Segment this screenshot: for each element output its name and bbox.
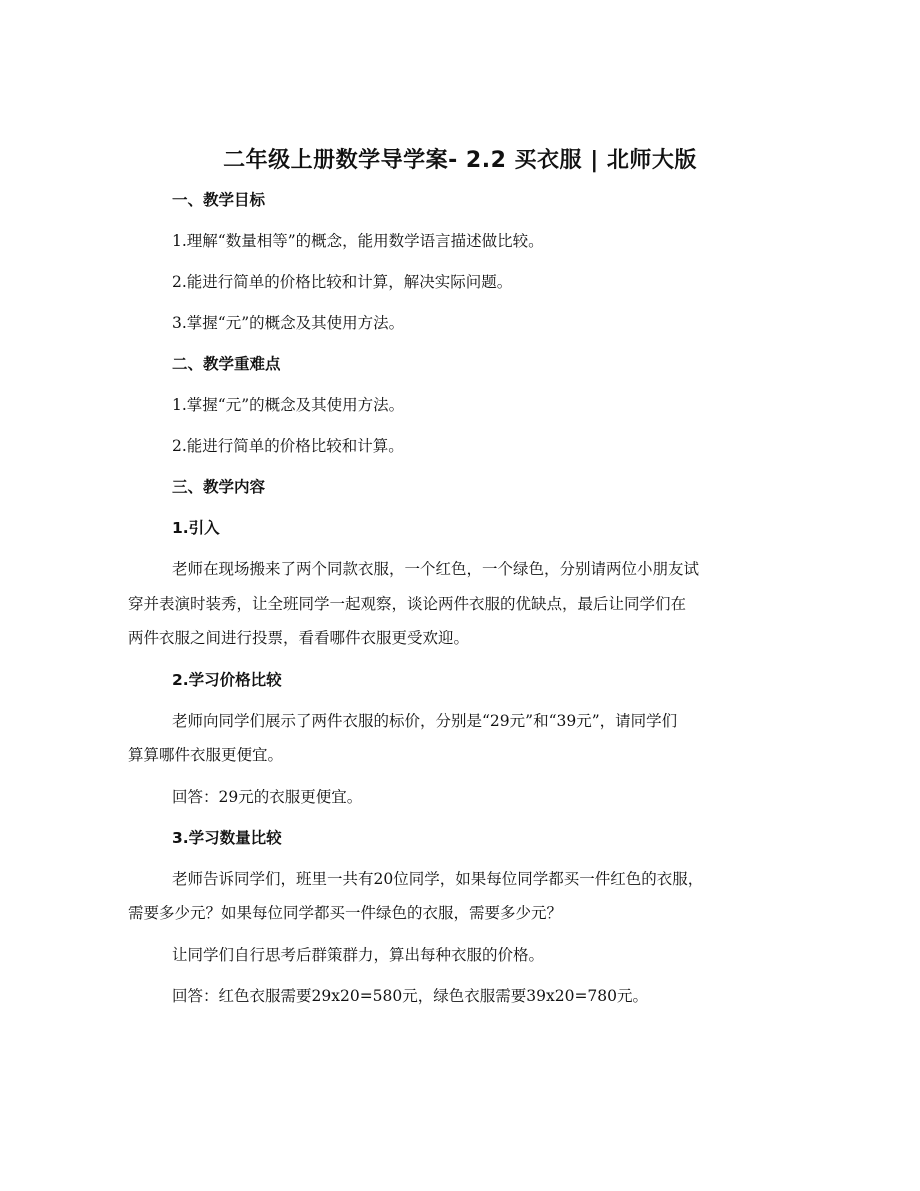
quantity-line-2: 需要多少元？如果每位同学都买一件绿色的衣服，需要多少元？ xyxy=(128,904,563,922)
quantity-paragraph xyxy=(128,862,758,931)
key-point-item-1: 1.掌握“元”的概念及其使用方法。 xyxy=(172,396,405,414)
key-point-item-2: 2.能进行简单的价格比较和计算。 xyxy=(172,437,404,455)
quantity-answer: 回答：红色衣服需要29x20=580元，绿色衣服需要39x20=780元。 xyxy=(172,986,649,1005)
intro-line-2: 穿并表演时装秀，让全班同学一起观察，谈论两件衣服的优缺点，最后让同学们在 xyxy=(128,594,687,613)
subheading-price-comparison: 2.学习价格比较 xyxy=(172,670,282,689)
section-heading-objectives: 一、教学目标 xyxy=(172,191,266,209)
section-heading-key-points: 二、教学重难点 xyxy=(172,355,281,373)
intro-line-3: 两件衣服之间进行投票，看看哪件衣服更受欢迎。 xyxy=(128,629,470,647)
price-line-1: 老师向同学们展示了两件衣服的标价，分别是“29元”和“39元”，请同学们 xyxy=(172,711,678,730)
objective-item-2: 2.能进行简单的价格比较和计算，解决实际问题。 xyxy=(172,273,513,291)
document-body xyxy=(128,188,758,1025)
quantity-line-1: 老师告诉同学们，班里一共有20位同学，如果每位同学都买一件红色的衣服， xyxy=(172,869,704,888)
document-title: 二年级上册数学导学案- 2.2 买衣服 | 北师大版 xyxy=(223,148,697,173)
intro-paragraph xyxy=(128,552,758,656)
objective-item-3: 3.掌握“元”的概念及其使用方法。 xyxy=(172,314,405,332)
section-heading-content: 三、教学内容 xyxy=(172,478,266,496)
subheading-intro: 1.引入 xyxy=(172,519,220,537)
intro-line-1: 老师在现场搬来了两个同款衣服，一个红色，一个绿色，分别请两位小朋友试 xyxy=(172,560,700,578)
price-paragraph xyxy=(128,704,758,773)
price-answer: 回答：29元的衣服更便宜。 xyxy=(172,787,363,806)
price-line-2: 算算哪件衣服更便宜。 xyxy=(128,746,284,764)
quantity-think: 让同学们自行思考后群策群力，算出每种衣服的价格。 xyxy=(172,945,545,964)
objective-item-1: 1.理解“数量相等”的概念，能用数学语言描述做比较。 xyxy=(172,232,544,250)
subheading-quantity-comparison: 3.学习数量比较 xyxy=(172,828,282,847)
